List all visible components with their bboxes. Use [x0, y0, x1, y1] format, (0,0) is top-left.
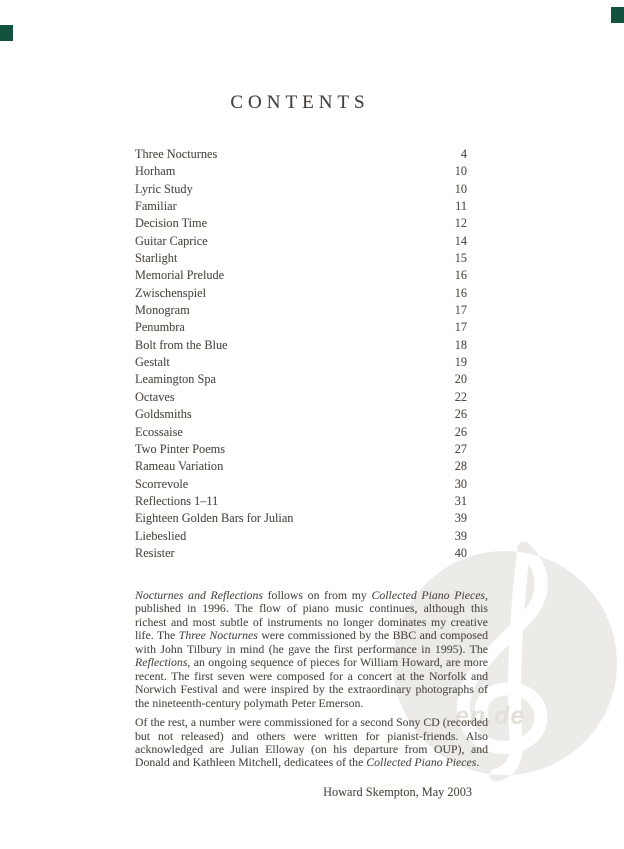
toc-entry-title: Lyric Study — [135, 181, 193, 196]
toc-row — [135, 267, 467, 284]
work-title-italic: Collected Piano Pieces — [366, 755, 477, 770]
toc-entry-page: 10 — [454, 164, 467, 179]
toc-entry-title: Octaves — [135, 389, 175, 404]
toc-row — [135, 302, 467, 319]
toc-entry-title: Decision Time — [135, 216, 208, 231]
preface-text: follows on from my — [262, 588, 372, 602]
toc-row — [135, 458, 467, 475]
signature-line: Howard Skempton, May 2003 — [323, 785, 472, 799]
toc-row — [135, 285, 467, 302]
toc-entry-page: 4 — [460, 147, 467, 161]
toc-entry-title: Liebeslied — [135, 528, 187, 543]
toc-entry-page: 30 — [454, 476, 467, 491]
toc-row — [135, 406, 467, 423]
toc-row — [135, 198, 467, 215]
toc-row — [135, 181, 467, 198]
toc-row — [135, 545, 467, 562]
work-title-italic: Collected Piano Pieces — [371, 588, 486, 602]
toc-entry-page: 15 — [454, 251, 467, 266]
toc-row — [135, 250, 467, 267]
toc-row — [135, 424, 467, 441]
toc-entry-page: 12 — [454, 216, 467, 231]
toc-entry-title: Two Pinter Poems — [135, 441, 225, 456]
toc-entry-page: 20 — [454, 372, 467, 387]
toc-row — [135, 441, 467, 458]
work-title-italic: Reflections — [135, 655, 188, 670]
preface-paragraph — [135, 589, 488, 710]
toc-entry-page: 39 — [454, 528, 467, 543]
toc-entry-title: Eighteen Golden Bars for Julian — [135, 511, 294, 526]
contents-list — [135, 146, 467, 562]
toc-row — [135, 510, 467, 527]
toc-entry-title: Ecossaise — [135, 424, 183, 439]
preface-paragraph — [135, 716, 488, 770]
work-title-italic: Three Nocturnes — [178, 628, 258, 643]
toc-entry-page: 26 — [454, 424, 467, 439]
toc-entry-title: Three Nocturnes — [135, 147, 218, 161]
toc-entry-title: Zwischenspiel — [135, 285, 207, 300]
toc-row — [135, 493, 467, 510]
toc-row — [135, 354, 467, 371]
preface-text: , published in 1996. The flow of piano music continues, although this richest and most subtle of instruments no longer dominates my creative life. The — [135, 588, 488, 643]
toc-row — [135, 163, 467, 180]
watermark-text: en.de — [455, 702, 526, 730]
scan-edge-mark-left — [0, 25, 13, 41]
toc-entry-page: 26 — [454, 407, 467, 422]
toc-entry-page: 39 — [454, 511, 467, 526]
toc-row — [135, 389, 467, 406]
toc-entry-title: Rameau Variation — [135, 459, 224, 474]
toc-row — [135, 476, 467, 493]
toc-row — [135, 528, 467, 545]
toc-entry-title: Reflections 1–11 — [135, 493, 219, 508]
toc-row — [135, 233, 467, 250]
toc-entry-title: Gestalt — [135, 355, 170, 370]
toc-entry-title: Scorrevole — [135, 476, 189, 491]
toc-entry-page: 19 — [454, 355, 467, 370]
toc-entry-page: 27 — [454, 441, 467, 456]
toc-entry-page: 16 — [454, 285, 467, 300]
toc-entry-title: Monogram — [135, 303, 190, 318]
preface-text: Of the rest, a number were commissioned for a second Sony CD (recorded but not released) and others were written for pianist-friends. Also acknowledged are Julian Elloway (on his departure from OUP), and Donald and Kathleen Mitchell, dedicatees of the — [135, 715, 488, 770]
toc-entry-page: 16 — [454, 268, 467, 283]
toc-entry-page: 22 — [454, 389, 467, 404]
page-title: CONTENTS — [230, 92, 370, 113]
toc-entry-page: 11 — [455, 199, 467, 214]
toc-row — [135, 371, 467, 388]
toc-row — [135, 337, 467, 354]
toc-entry-title: Starlight — [135, 251, 178, 266]
toc-entry-title: Bolt from the Blue — [135, 337, 228, 352]
toc-entry-page: 40 — [454, 545, 467, 560]
toc-entry-title: Resister — [135, 545, 175, 560]
preface-text: . — [476, 755, 480, 770]
toc-entry-page: 10 — [454, 181, 467, 196]
toc-entry-title: Guitar Caprice — [135, 233, 208, 248]
scan-edge-mark-right — [611, 7, 624, 23]
toc-row — [135, 215, 467, 232]
toc-entry-title: Leamington Spa — [135, 372, 216, 387]
toc-entry-page: 31 — [454, 493, 467, 508]
toc-entry-page: 17 — [454, 303, 467, 318]
work-title-italic: Nocturnes and Reflections — [135, 588, 263, 602]
preface-text: , an ongoing sequence of pieces for William Howard, are more recent. The first seven were composed for a concert at the Norfolk and Norwich Festival and were inspired by the extraordinary photographs of the nineteenth-century polymath Peter Emerson. — [135, 655, 488, 710]
toc-entry-title: Familiar — [135, 199, 177, 214]
preface-text: were commissioned by the BBC and composed with John Tilbury in mind (he gave the first performance in 1995). The — [135, 628, 489, 656]
toc-entry-title: Goldsmiths — [135, 407, 192, 422]
toc-row — [135, 319, 467, 336]
toc-entry-page: 28 — [454, 459, 467, 474]
toc-entry-page: 14 — [454, 233, 467, 248]
toc-entry-title: Penumbra — [135, 320, 185, 335]
toc-entry-page: 18 — [454, 337, 467, 352]
preface — [135, 589, 488, 776]
toc-entry-title: Horham — [135, 164, 176, 179]
toc-entry-title: Memorial Prelude — [135, 268, 225, 283]
toc-entry-page: 17 — [454, 320, 467, 335]
toc-row — [135, 146, 467, 163]
